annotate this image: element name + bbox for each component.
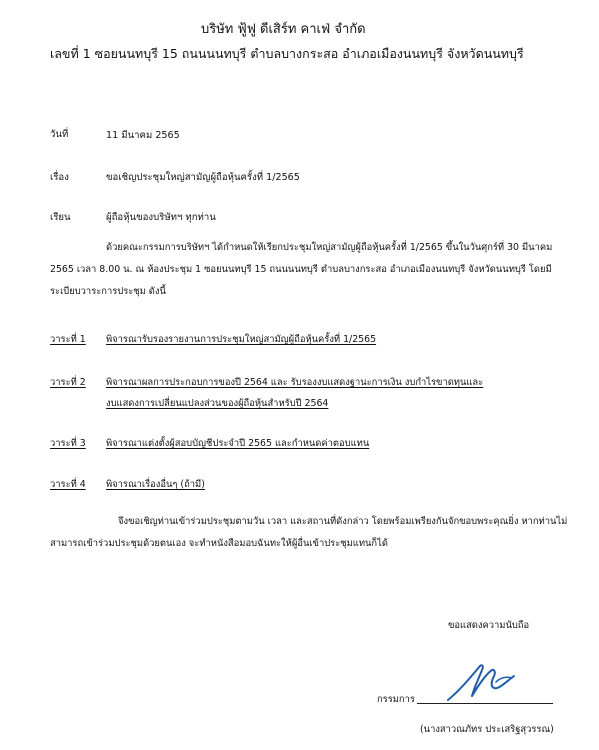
- signature-line: [417, 703, 553, 704]
- agenda-label: วาระที่ 4: [50, 479, 86, 490]
- company-name: บริษัท ฟู้ฟู ดีเสิร์ท คาเฟ่ จำกัด: [201, 22, 366, 37]
- agenda-text: พิจารณารับรองรายงานการประชุมใหญ่สามัญผู้ถือหุ้นครั้งที่ 1/2565: [106, 334, 377, 345]
- agenda-text: งบแสดงการเปลี่ยนแปลงส่วนของผู้ถือหุ้นสำหรับปี 2564: [106, 398, 329, 409]
- date-value: 11 มีนาคม 2565: [106, 130, 180, 141]
- recipient-label: เรียน: [50, 212, 71, 223]
- recipient-value: ผู้ถือหุ้นของบริษัทฯ ทุกท่าน: [106, 212, 216, 223]
- intro-line: ระเบียบวาระการประชุม ดังนี้: [50, 286, 166, 297]
- signatory-title: กรรมการ: [377, 694, 415, 705]
- agenda-text: พิจารณาเรื่องอื่นๆ (ถ้ามี): [106, 479, 205, 490]
- agenda-text: พิจารณาผลการประกอบการของปี 2564 และ รับรองงบแสดงฐานะการเงิน งบกำไรขาดทุนและ: [106, 377, 484, 388]
- date-label: วันที่: [50, 129, 69, 140]
- closing-line: จึงขอเชิญท่านเข้าร่วมประชุมตามวัน เวลา และสถานที่ดังกล่าว โดยพร้อมเพรียงกันจักขอบพระคุณยิ่ง หากท่านไม่: [118, 516, 568, 527]
- agenda-label: วาระที่ 2: [50, 377, 86, 388]
- agenda-text: พิจารณาแต่งตั้งผู้สอบบัญชีประจำปี 2565 และกำหนดค่าตอบแทน: [106, 438, 370, 449]
- subject-value: ขอเชิญประชุมใหญ่สามัญผู้ถือหุ้นครั้งที่ 1/2565: [106, 172, 300, 183]
- closing-line: สามารถเข้าร่วมประชุมด้วยตนเอง จะทำหนังสือมอบฉันทะให้ผู้อื่นเข้าประชุมแทนก็ได้: [50, 538, 388, 549]
- agenda-label: วาระที่ 1: [50, 334, 86, 345]
- intro-line: 2565 เวลา 8.00 น. ณ ห้องประชุม 1 ซอยนนทบุรี 15 ถนนนนทบุรี ตำบลบางกระสอ อำเภอเมืองนนทบุรี จังหวัดนนทบุรี โดยมี: [50, 264, 552, 275]
- closing-regards: ขอแสดงความนับถือ: [448, 620, 530, 631]
- agenda-label: วาระที่ 3: [50, 438, 86, 449]
- company-address: เลขที่ 1 ซอยนนทบุรี 15 ถนนนนทบุรี ตำบลบางกระสอ อำเภอเมืองนนทบุรี จังหวัดนนทบุรี: [50, 46, 524, 61]
- intro-line: ด้วยคณะกรรมการบริษัทฯ ได้กำหนดให้เรียกประชุมใหญ่สามัญผู้ถือหุ้นครั้งที่ 1/2565 ขึ้นในวันศุกร์ที่ 30 มีนาคม: [106, 242, 553, 253]
- handwritten-signature: [444, 660, 524, 704]
- subject-label: เรื่อง: [50, 172, 69, 183]
- signatory-name: (นางสาวณภัทร ประเสริฐสุวรรณ): [420, 724, 554, 735]
